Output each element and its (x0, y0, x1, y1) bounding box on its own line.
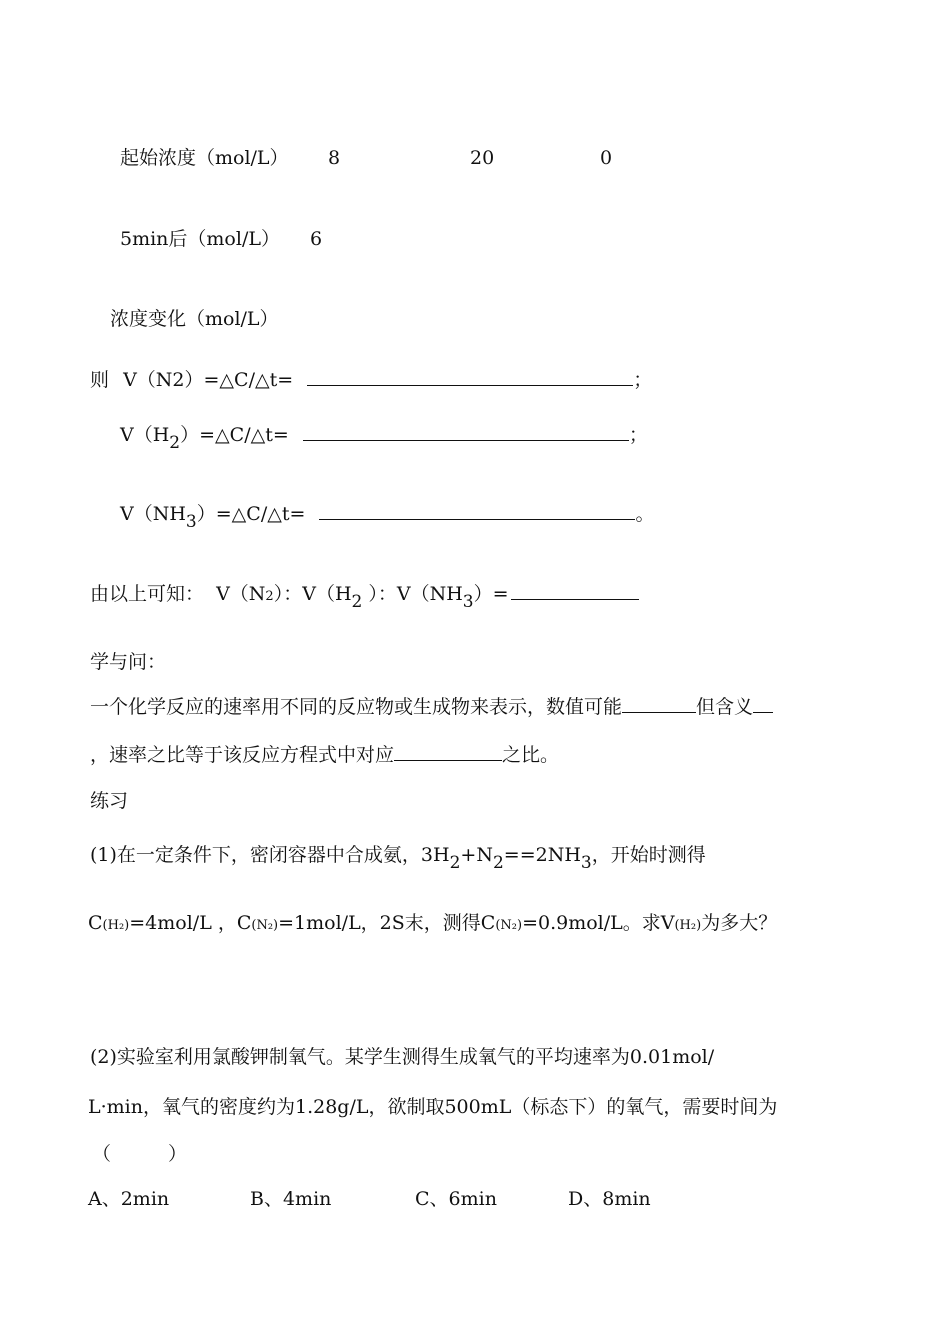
ratio-line (90, 582, 639, 612)
row-initial-h2: 20 (470, 147, 495, 169)
ratio-b-sub: 2 (351, 592, 363, 612)
rate-h2-open: V（H (120, 424, 170, 446)
practice-heading: 练习 (90, 790, 129, 812)
row-initial-label: 起始浓度（mol/L） (120, 147, 289, 169)
row-change-label: 浓度变化（mol/L） (110, 308, 279, 330)
rate-h2-line (120, 423, 648, 453)
rate-prefix: 则 (90, 369, 110, 391)
learn-line2-a: ，速率之比等于该反应方程式中对应 (90, 744, 395, 766)
q1-l2-s3: (N₂) (495, 918, 523, 933)
q1-l1-d: ，开始时测得 (591, 844, 706, 866)
q1-l1-a: (1)在一定条件下，密闭容器中合成氨，3H (90, 844, 450, 866)
rate-h2-blank[interactable] (303, 424, 629, 441)
learn-line1 (90, 695, 773, 719)
q1-l1-b: +N (460, 844, 493, 866)
rate-n2-lhs: V（N2）=△C/△t= (123, 369, 294, 391)
ratio-a-open: V（N (216, 583, 266, 605)
q1-l1-c: ==2NH (503, 844, 581, 866)
q1-l2-p1: =4mol/L ，C (129, 912, 252, 934)
q1-line2 (88, 911, 777, 938)
rate-nh3-line (120, 502, 655, 532)
q1-l2-p4: 为多大？ (701, 912, 778, 934)
q1-l1-s3: 3 (580, 853, 592, 873)
rate-nh3-sub: 3 (185, 512, 197, 532)
q2-option-a[interactable]: A、2min (88, 1188, 170, 1210)
rate-n2-blank[interactable] (307, 369, 633, 386)
q1-l2-s1: (H₂) (102, 918, 130, 933)
learn-line1-a: 一个化学反应的速率用不同的反应物或生成物来表示，数值可能 (90, 696, 623, 718)
q2-option-b[interactable]: B、4min (250, 1188, 332, 1210)
learn-heading: 学与问： (90, 651, 167, 673)
rate-nh3-end: 。 (635, 503, 655, 525)
ratio-c-sub: 3 (462, 592, 474, 612)
q1-l1-s2: 2 (492, 853, 504, 873)
q2-option-d[interactable]: D、8min (568, 1188, 651, 1210)
ratio-sep1: ：V（H (283, 583, 352, 605)
ratio-b-close: ）：V（NH (368, 583, 463, 605)
q1-l2-s4: (H₂) (674, 918, 702, 933)
row-5min-label: 5min后（mol/L） (120, 228, 280, 250)
rate-h2-close: ）=△C/△t= (180, 424, 289, 446)
q2-line2: L·min，氧气的密度约为1.28g/L，欲制取500mL（标态下）的氧气，需要时间为 (88, 1096, 778, 1118)
rate-h2-sub: 2 (169, 433, 181, 453)
rate-nh3-blank[interactable] (319, 503, 635, 520)
row-initial-n2: 8 (328, 147, 341, 169)
q1-line1 (90, 843, 706, 873)
q1-l2-p3: =0.9mol/L。求V (522, 912, 675, 934)
ratio-lead: 由以上可知： (90, 583, 205, 605)
learn-blank-value[interactable] (622, 696, 696, 713)
q1-l1-s1: 2 (449, 853, 461, 873)
rate-nh3-close: ）=△C/△t= (196, 503, 306, 525)
row-initial-nh3: 0 (600, 147, 613, 169)
q2-line3: （ ） (92, 1143, 188, 1165)
learn-line1-b: 但含义 (696, 696, 754, 718)
q2-option-c[interactable]: C、6min (415, 1188, 497, 1210)
q2-line1: (2)实验室利用氯酸钾制氧气。某学生测得生成氧气的平均速率为0.01mol/ (90, 1046, 715, 1068)
q1-l2-s2: (N₂) (251, 918, 279, 933)
learn-line2-b: 之比。 (502, 744, 560, 766)
row-5min-n2: 6 (310, 228, 323, 250)
rate-h2-end: ； (628, 424, 648, 446)
ratio-a-close: ） (273, 583, 284, 605)
learn-blank-meaning[interactable] (753, 696, 773, 713)
learn-line2 (90, 743, 559, 767)
q1-l2-p2: =1mol/L，2S末，测得C (278, 912, 496, 934)
rate-n2-line (90, 368, 652, 392)
ratio-a-sub: 2 (265, 589, 274, 604)
q1-l2-c1: C (88, 912, 103, 934)
learn-blank-coef[interactable] (394, 744, 502, 761)
rate-n2-end: ； (633, 369, 653, 391)
ratio-c-close: ）= (473, 583, 509, 605)
ratio-blank[interactable] (511, 583, 639, 600)
rate-nh3-open: V（NH (120, 503, 186, 525)
